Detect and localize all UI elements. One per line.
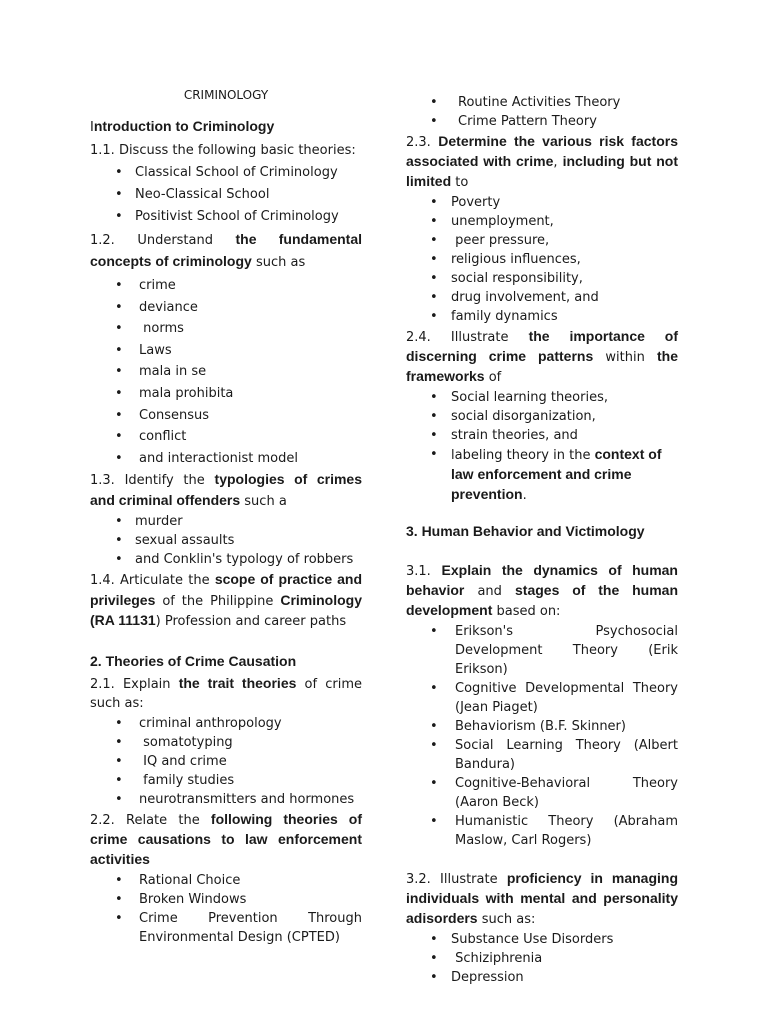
list-item: • drug involvement, and: [406, 288, 678, 307]
spacer: [406, 506, 678, 522]
list-item: • Cognitive-Behavioral Theory (Aaron Beck): [406, 774, 678, 812]
text: within: [593, 350, 657, 365]
section-3-heading: 3. Human Behavior and Victimology: [406, 523, 645, 539]
list-item: • crime: [90, 275, 362, 297]
list-item: • social disorganization,: [406, 407, 678, 426]
text: such as:: [477, 912, 536, 927]
list-item: • and interactionist model: [90, 448, 362, 470]
emphasis: scope of practice and privileges: [90, 571, 363, 608]
list-item: • mala prohibita: [90, 383, 362, 405]
item-3-1: [406, 561, 678, 621]
list-item: • Crime Pattern Theory: [406, 112, 678, 131]
item-3-2: [406, 869, 678, 929]
text: 2.4. Illustrate: [406, 330, 529, 345]
item-2-3: [406, 132, 678, 192]
text: to: [451, 175, 469, 190]
spacer: [406, 541, 678, 561]
list-item: • Rational Choice: [90, 871, 362, 890]
text: 2.3.: [406, 135, 439, 150]
emphasis: proficiency in managing individuals with mental and personality adisorders: [406, 870, 678, 926]
item-1-1: 1.1. Discuss the following basic theories:: [90, 143, 356, 158]
emphasis: the trait theories: [178, 674, 297, 691]
list-item: • norms: [90, 318, 362, 340]
item-1-2: [90, 229, 362, 273]
emphasis: the fundamental concepts of criminology: [90, 231, 362, 269]
list-item: • Neo-Classical School: [90, 184, 362, 206]
text: 3.1.: [406, 564, 442, 579]
list-item: • somatotyping: [90, 733, 362, 752]
spacer: [90, 632, 362, 652]
emphasis: Determine the various risk factors associated with crime: [406, 133, 678, 169]
item-1-3: [90, 470, 362, 511]
list-item: • Poverty: [406, 193, 678, 212]
list-1-3: [90, 512, 362, 569]
list-item: • and Conklin's typology of robbers: [90, 550, 362, 569]
list-item: • religious influences,: [406, 250, 678, 269]
item-2-2: [90, 810, 362, 870]
list-3-2: [406, 930, 678, 987]
list-item: • Behaviorism (B.F. Skinner): [406, 717, 678, 736]
list-1-2: [90, 275, 362, 469]
text: of crime such as:: [90, 676, 362, 711]
list-item: • neurotransmitters and hormones: [90, 790, 362, 809]
list-item: • Classical School of Criminology: [90, 162, 362, 184]
list-item: • family dynamics: [406, 307, 678, 326]
text: based on:: [492, 604, 561, 619]
emphasis: the frameworks: [406, 348, 678, 384]
text: ) Profession and career paths: [155, 614, 347, 630]
text: 2.1. Explain: [90, 676, 179, 692]
document-title: CRIMINOLOGY: [183, 88, 269, 102]
text: labeling theory in the: [451, 448, 595, 463]
item-2-1: [90, 674, 362, 713]
right-column: [406, 93, 678, 988]
list-item: • murder: [90, 512, 362, 531]
text: ,: [553, 155, 563, 170]
emphasis: following theories of crime causations to law enforcement activities: [90, 810, 362, 867]
list-2-1: [90, 714, 362, 809]
list-item: • Erikson's Psychosocial Development Theory (Erik Erikson): [406, 622, 678, 679]
list-item: • Cognitive Developmental Theory (Jean Piaget): [406, 679, 678, 717]
list-item: • unemployment,: [406, 212, 678, 231]
list-item: • IQ and crime: [90, 752, 362, 771]
list-item: • Social Learning Theory (Albert Bandura): [406, 736, 678, 774]
text: and: [464, 584, 515, 599]
text: of the Philippine: [155, 593, 281, 609]
list-item: • Laws: [90, 340, 362, 362]
emphasis: Explain the dynamics of human behavior: [406, 562, 678, 598]
list-item: • Schiziphrenia: [406, 949, 678, 968]
list-item: • sexual assaults: [90, 531, 362, 550]
list-item: • Humanistic Theory (Abraham Maslow, Carl Rogers): [406, 812, 678, 850]
list-item: • family studies: [90, 771, 362, 790]
list-item: • Broken Windows: [90, 890, 362, 909]
section-2-heading: 2. Theories of Crime Causation: [90, 652, 297, 669]
section-1-heading: [90, 117, 362, 137]
emphasis: the importance of discerning crime patterns: [406, 328, 678, 364]
list-item: • social responsibility,: [406, 269, 678, 288]
heading-initial: I: [90, 120, 94, 135]
list-1-1: [90, 162, 362, 228]
list-item: • peer pressure,: [406, 231, 678, 250]
list-item: • Routine Activities Theory: [406, 93, 678, 112]
list-item: [406, 445, 678, 505]
list-item: • mala in se: [90, 361, 362, 383]
emphasis: context of law enforcement and crime prevention: [451, 446, 662, 502]
emphasis: typologies of crimes and criminal offenders: [90, 471, 362, 508]
spacer: [406, 851, 678, 869]
text: 1.2. Understand: [90, 233, 236, 248]
list-item: • deviance: [90, 297, 362, 319]
item-1-4: [90, 570, 362, 632]
item-2-4: [406, 327, 678, 387]
list-item: • Consensus: [90, 405, 362, 427]
list-item: • Crime Prevention Through Environmental Design (CPTED): [90, 909, 362, 947]
list-item: • Social learning theories,: [406, 388, 678, 407]
list-3-1: [406, 622, 678, 850]
text: 1.4. Articulate the: [90, 573, 215, 589]
text: of: [484, 370, 502, 385]
list-item: • strain theories, and: [406, 426, 678, 445]
list-item: • Positivist School of Criminology: [90, 206, 362, 228]
text: 3.2. Illustrate: [406, 872, 507, 887]
list-item: • Depression: [406, 968, 678, 987]
emphasis: Criminology (RA 11131: [90, 591, 362, 629]
text: .: [522, 488, 527, 503]
list-item: • conflict: [90, 426, 362, 448]
list-2-2-cont: [406, 93, 678, 131]
list-2-3: [406, 193, 678, 326]
list-2-2: [90, 871, 362, 947]
left-column: [90, 86, 362, 948]
list-item: • Substance Use Disorders: [406, 930, 678, 949]
list-item: • criminal anthropology: [90, 714, 362, 733]
emphasis: including but not limited: [406, 153, 678, 189]
emphasis: stages of the human development: [406, 582, 678, 618]
text: such a: [240, 493, 287, 509]
list-2-4: [406, 388, 678, 505]
text: 2.2. Relate the: [90, 812, 211, 828]
heading-rest: ntroduction to Criminology: [93, 118, 275, 134]
text: such as: [251, 255, 306, 270]
text: 1.3. Identify the: [90, 473, 215, 489]
